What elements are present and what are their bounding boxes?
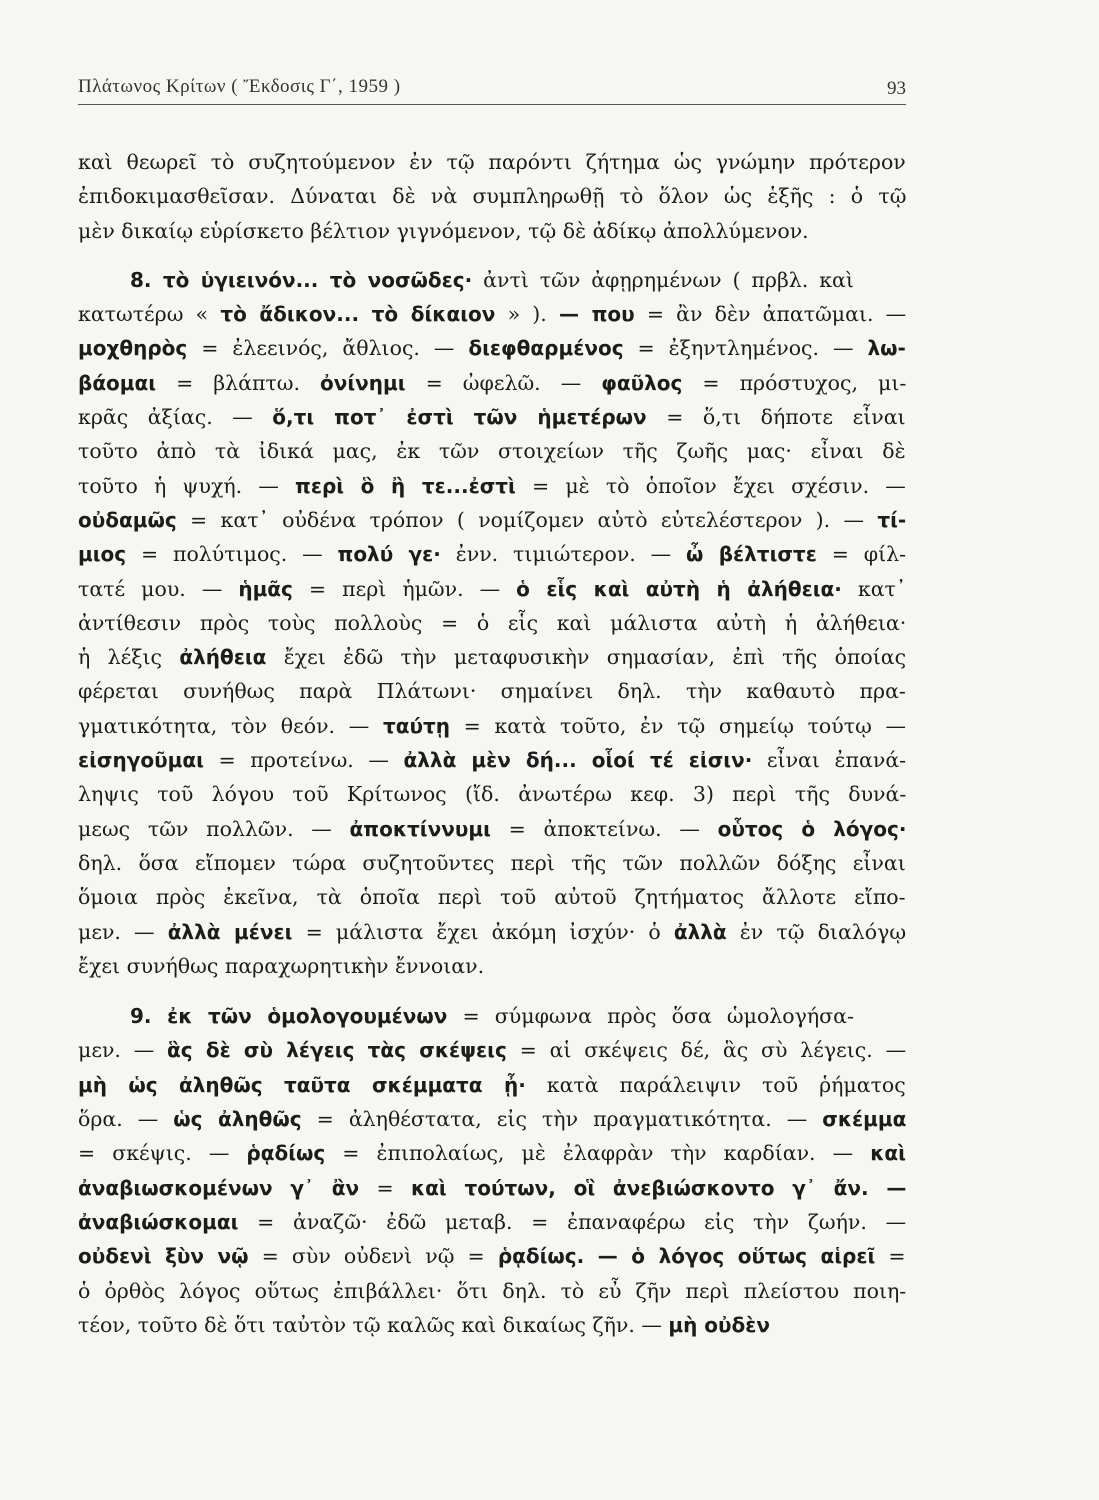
text-line [78,179,906,213]
text-line [78,1033,906,1067]
lemma-term: ἡμᾶς [238,576,293,601]
lemma-term: ἀλλὰ μένει [167,919,293,944]
text-line [78,1308,906,1342]
text-line [78,915,906,949]
text-segment: ἀντὶ τῶν ἀφῃρημένων ( πρβλ. καὶ [472,267,854,292]
text-line [78,145,906,179]
text-segment: φέρεται συνήθως παρὰ Πλάτωνι· σημαίνει δηλ. τὴν καθαυτὸ πρα- [78,679,906,704]
text-segment: ἀντίθεσιν πρὸς τοὺς πολλοὺς = ὁ εἷς καὶ μάλιστα αὐτὴ ἡ ἀλήθεια· [78,610,906,635]
lemma-term: λω- [867,336,906,361]
text-segment: μεν. — [78,919,168,944]
lemma-term: ῥᾳδίως. — ὁ λόγος οὕτως αἱρεῖ [497,1244,876,1269]
text-segment: καὶ θεωρεῖ τὸ συζητούμενον ἐν τῷ παρόντι ζήτημα ὡς γνώμην πρότερον [78,150,906,174]
lemma-term: μιος [78,542,127,567]
text-segment: = σύμφωνα πρὸς ὅσα ὡμολογήσα- [447,1004,854,1029]
lemma-term: σκέμμα [822,1107,906,1132]
text-segment: κατ᾽ [841,576,906,601]
text-segment: κρᾶς ἀξίας. — [78,405,273,430]
lemma-term: ὅ,τι ποτ᾽ ἐστὶ τῶν ἡμετέρων [272,405,647,430]
text-segment: = ἀποκτείνω. — [490,816,718,841]
text-segment: = ἀναζῶ· ἐδῶ μεταβ. = ἐπαναφέρω εἰς τὴν ζωήν. — [238,1209,906,1234]
text-segment: = αἱ σκέψεις δέ, ἃς σὺ λέγεις. — [506,1038,906,1063]
text-segment: ἔχει συνήθως παραχωρητικὴν ἔννοιαν. [78,953,485,978]
lemma-term: ὦ βέλτιστε [686,542,817,567]
text-segment: = σὺν οὐδενὶ νῷ = [248,1244,498,1269]
text-segment: = ἂν δὲν ἀπατῶμαι. — [634,302,906,327]
text-segment: = κατὰ τοῦτο, ἐν τῷ σημείῳ τούτῳ — [449,713,906,738]
lemma-term: — που [558,302,635,327]
lemma-term: μοχθηρὸς [78,336,188,361]
lemma-term: ὁ εἷς καὶ αὐτὴ ἡ ἀλήθεια· [516,576,842,601]
lemma-term: ὡς ἀληθῶς [173,1107,302,1132]
text-line [78,606,906,640]
text-segment: = [875,1244,906,1269]
text-segment: μεν. — [78,1038,167,1063]
text-line [78,812,906,846]
text-segment: ἐνν. τιμιώτερον. — [440,542,687,567]
paragraph-note-9 [78,999,906,1342]
body-text [78,145,906,1342]
text-segment: = ἐλεεινός, ἄθλιος. — [187,336,469,361]
text-line [78,366,906,400]
lemma-term: πολύ γε· [337,542,441,567]
lemma-term: 9. ἐκ τῶν ὁμολογουμένων [130,1004,448,1029]
text-segment: = περὶ ἡμῶν. — [292,576,517,601]
text-line [78,503,906,537]
lemma-term: βάομαι [78,370,157,395]
lemma-term: τί- [877,507,906,532]
text-line [78,297,906,331]
text-line [78,1239,906,1273]
text-line [78,777,906,811]
text-segment: = μὲ τὸ ὁποῖον ἔχει σχέσιν. — [515,473,906,498]
lemma-term: ἀναβιωσκομένων γ᾽ ἂν [78,1175,360,1200]
lemma-term: ἀλλὰ μὲν δή... οἷοί τέ εἰσιν· [403,748,753,773]
text-line [78,1136,906,1170]
text-segment: = ἐξηντλημένος. — [623,336,868,361]
lemma-term: εἰσηγοῦμαι [78,748,204,773]
text-line [78,331,906,365]
text-line [78,263,906,297]
text-segment: ληψις τοῦ λόγου τοῦ Κρίτωνος (ἴδ. ἀνωτέρω κεφ. 3) περὶ τῆς δυνά- [78,782,906,807]
text-line [78,1274,906,1308]
text-segment: = ἐπιπολαίως, μὲ ἐλαφρὰν τὴν καρδίαν. — [325,1141,871,1166]
paragraph-note-8 [78,263,906,983]
text-line [78,469,906,503]
text-line [78,1171,906,1205]
running-head: Πλάτωνος Κρίτων ( Ἔκδοσις Γ΄, 1959 ) [78,76,401,97]
text-segment: = κατ᾽ οὐδένα τρόπον ( νομίζομεν αὐτὸ εὐτελέστερον ). — [176,507,878,532]
text-line [78,709,906,743]
text-segment: μεως τῶν πολλῶν. — [78,816,350,841]
text-line [78,1205,906,1239]
page-number: 93 [887,78,906,99]
text-segment: τοῦτο ἀπὸ τὰ ἰδικά μας, ἐκ τῶν στοιχείων τῆς ζωῆς μας· εἶναι δὲ [78,439,906,464]
text-line [78,999,906,1033]
lemma-term: περὶ ὃ ἢ τε...ἐστὶ [295,473,516,498]
lemma-term: διεφθαρμένος [468,336,624,361]
text-line [78,1068,906,1102]
lemma-term: ἃς δὲ σὺ λέγεις τὰς σκέψεις [167,1038,507,1063]
text-segment: ἡ λέξις [78,645,180,670]
lemma-term: 8. τὸ ὑγιεινόν... τὸ νοσῶδες· [130,267,473,292]
text-segment: ὅρα. — [78,1107,174,1132]
text-segment: = σκέψις. — [78,1141,247,1166]
text-segment: κατωτέρω « [78,302,221,327]
lemma-term: μὴ ὡς ἀληθῶς ταῦτα σκέμματα ᾖ· [78,1072,526,1097]
text-line [78,434,906,468]
lemma-term: οὗτος ὁ λόγος· [717,816,906,841]
text-segment: = φίλ- [816,542,906,567]
lemma-term: καὶ [870,1141,906,1166]
text-segment: = προτείνω. — [203,748,404,773]
text-segment: ἐπιδοκιμασθεῖσαν. Δύναται δὲ νὰ συμπληρωθῇ τὸ ὅλον ὡς ἑξῆς : ὁ τῷ [78,184,906,209]
paragraph-intro [78,145,906,248]
lemma-term: ἀλλὰ [673,919,727,944]
text-line [78,400,906,434]
text-line [78,949,906,983]
text-line [78,640,906,674]
text-segment: γματικότητα, τὸν θεόν. — [78,713,383,738]
lemma-term: τὸ ἄδικον... τὸ δίκαιον [220,302,496,327]
lemma-term: οὐδενὶ ξὺν νῷ [78,1244,249,1269]
text-segment: τέον, τοῦτο δὲ ὅτι ταὐτὸν τῷ καλῶς καὶ δικαίως ζῆν. — [78,1312,669,1337]
text-line [78,1102,906,1136]
text-segment: = ὅ,τι δήποτε εἶναι [646,405,906,430]
text-segment: ὅμοια πρὸς ἐκεῖνα, τὰ ὁποῖα περὶ τοῦ αὐτοῦ ζητήματος ἄλλοτε εἴπο- [78,885,906,910]
lemma-term: φαῦλος [601,370,683,395]
lemma-term: ταύτῃ [382,713,450,738]
lemma-term: καὶ τούτων, οἳ ἀνεβιώσκοντο γ᾽ ἄν. — [410,1175,906,1200]
lemma-term: ἀποκτίννυμι [349,816,491,841]
text-line [78,880,906,914]
text-line [78,537,906,571]
text-segment: ἐν τῷ διαλόγῳ [726,919,906,944]
text-segment: ὁ ὀρθὸς λόγος οὕτως ἐπιβάλλει· ὅτι δηλ. τὸ εὖ ζῆν περὶ πλείστου ποιη- [78,1278,906,1303]
lemma-term: οὐδαμῶς [78,507,177,532]
text-segment: μὲν δικαίῳ εὑρίσκετο βέλτιον γιγνόμενον, τῷ δὲ ἀδίκῳ ἀπολλύμενον. [78,218,809,243]
text-segment: = βλάπτω. [156,370,321,395]
text-line [78,674,906,708]
text-segment: τοῦτο ἡ ψυχή. — [78,473,296,498]
text-segment: εἶναι ἐπανά- [752,748,906,773]
text-segment: ἔχει ἐδῶ τὴν μεταφυσικὴν σημασίαν, ἐπὶ τῆς ὁποίας [266,645,906,670]
lemma-term: ὀνίνημι [320,370,406,395]
lemma-term: ῥᾳδίως [246,1141,326,1166]
text-line [78,214,906,248]
text-line [78,743,906,777]
text-segment: = πολύτιμος. — [126,542,338,567]
text-segment: τατέ μου. — [78,576,239,601]
text-segment: = [359,1175,411,1200]
text-segment: = πρόστυχος, μι- [682,370,906,395]
lemma-term: μὴ οὐδὲν [668,1312,771,1337]
text-segment: = ἀληθέστατα, εἰς τὴν πραγματικότητα. — [301,1107,823,1132]
lemma-term: ἀλήθεια [179,645,267,670]
text-segment: κατὰ παράλειψιν τοῦ ῥήματος [525,1072,906,1097]
page-header [78,74,906,105]
text-segment: » ). [495,302,559,327]
text-line [78,846,906,880]
text-segment: δηλ. ὅσα εἴπομεν τώρα συζητοῦντες περὶ τῆς τῶν πολλῶν δόξης εἶναι [78,850,906,875]
text-line [78,572,906,606]
text-segment: = μάλιστα ἔχει ἀκόμη ἰσχύν· ὁ [292,919,674,944]
lemma-term: ἀναβιώσκομαι [78,1209,239,1234]
text-segment: = ὠφελῶ. — [405,370,602,395]
